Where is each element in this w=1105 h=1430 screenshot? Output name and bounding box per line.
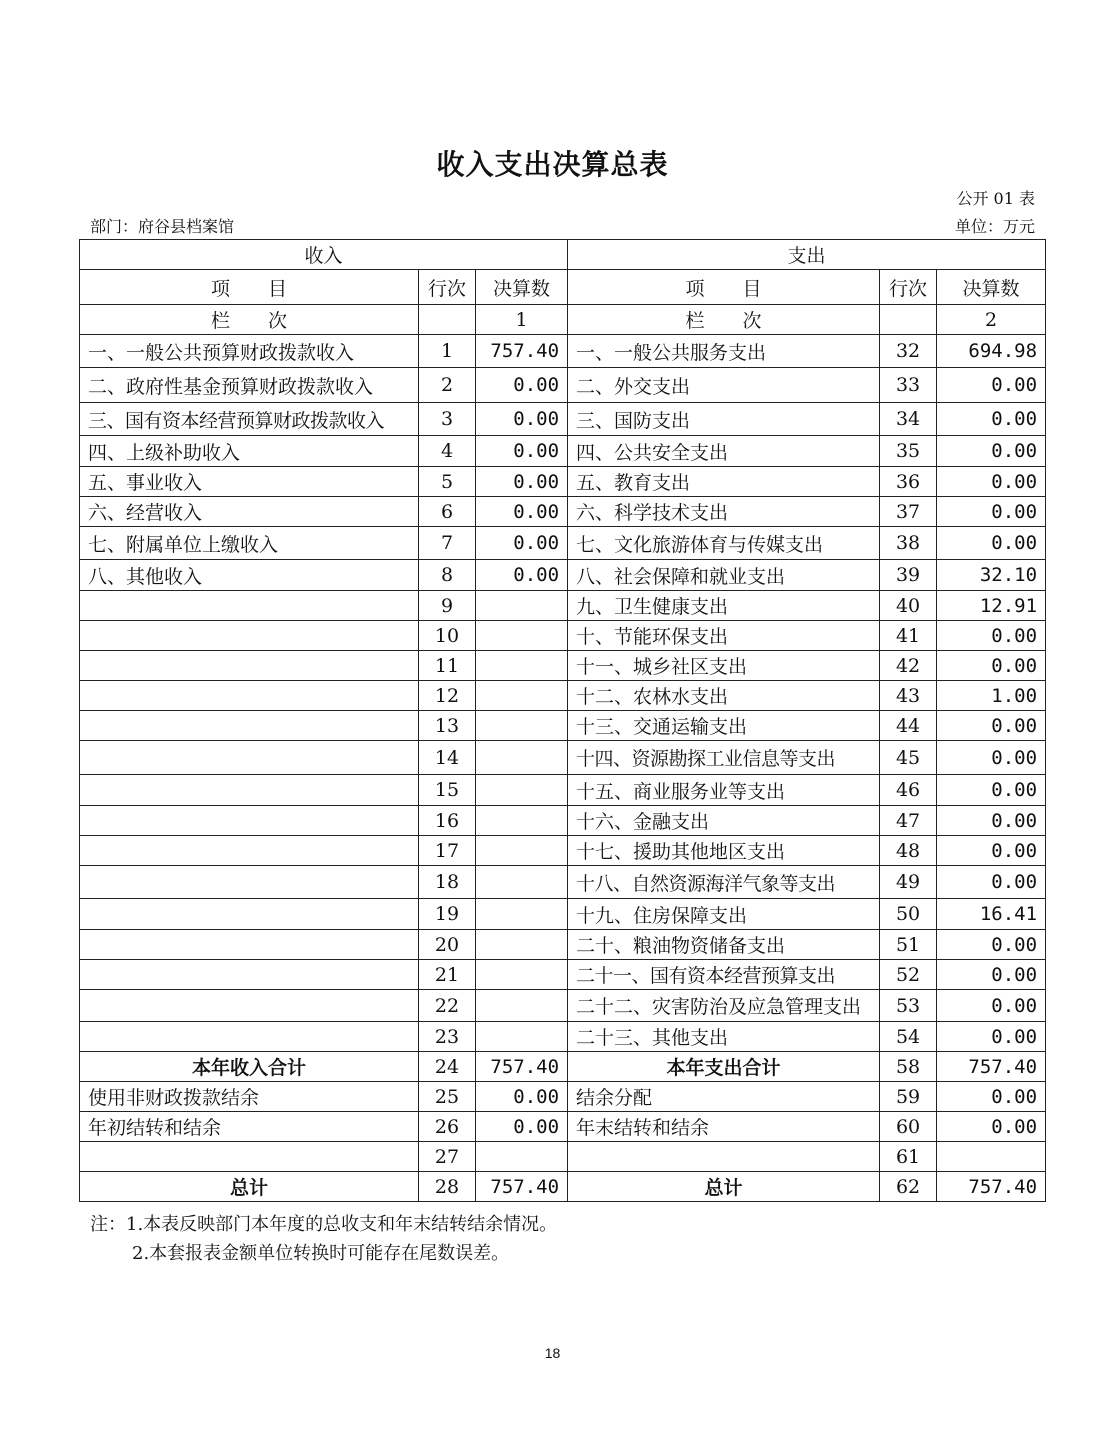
income-row-no: 1 (419, 335, 476, 368)
table-row (80, 436, 1046, 467)
expense-row-no: 36 (880, 467, 937, 497)
expense-item: 八、社会保障和就业支出 (568, 560, 880, 591)
expense-row-no: 59 (880, 1082, 937, 1112)
income-row-no: 21 (419, 960, 476, 990)
income-item: 一、一般公共预算财政拨款收入 (80, 335, 419, 368)
income-amount (476, 711, 568, 741)
table-row (80, 1082, 1046, 1112)
income-item: 三、国有资本经营预算财政拨款收入 (80, 403, 419, 436)
expense-row-no: 50 (880, 899, 937, 930)
income-amount (476, 775, 568, 806)
income-amount (476, 899, 568, 930)
expense-row-no-header: 行次 (880, 270, 937, 305)
income-lan-blank (419, 305, 476, 335)
expense-amount: 0.00 (937, 775, 1046, 806)
table-row (80, 711, 1046, 741)
table-row (80, 806, 1046, 836)
expense-col-index: 2 (937, 305, 1046, 335)
income-amount (476, 741, 568, 775)
income-amount: 0.00 (476, 467, 568, 497)
expense-amount: 0.00 (937, 527, 1046, 560)
expense-amount: 32.10 (937, 560, 1046, 591)
expense-amount: 0.00 (937, 866, 1046, 899)
income-row-no: 15 (419, 775, 476, 806)
income-item: 六、经营收入 (80, 497, 419, 527)
expense-item-header: 项 目 (568, 270, 880, 305)
expense-row-no: 43 (880, 681, 937, 711)
income-row-no: 16 (419, 806, 476, 836)
table-row (80, 775, 1046, 806)
income-row-no: 27 (419, 1142, 476, 1172)
expense-item: 二十三、其他支出 (568, 1022, 880, 1052)
expense-row-no: 40 (880, 591, 937, 621)
note-line-1: 注：1.本表反映部门本年度的总收支和年末结转结余情况。 (90, 1214, 558, 1235)
page-number: 18 (544, 1345, 561, 1361)
expense-item: 十三、交通运输支出 (568, 711, 880, 741)
expense-amount: 0.00 (937, 467, 1046, 497)
income-item (80, 775, 419, 806)
expense-row-no: 52 (880, 960, 937, 990)
total-row (80, 1172, 1046, 1202)
expense-item: 十四、资源勘探工业信息等支出 (568, 741, 880, 775)
table-row (80, 621, 1046, 651)
income-item (80, 866, 419, 899)
income-row-no: 23 (419, 1022, 476, 1052)
table-row (80, 497, 1046, 527)
income-item (80, 711, 419, 741)
expense-item: 十六、金融支出 (568, 806, 880, 836)
income-col-index: 1 (476, 305, 568, 335)
income-amount: 0.00 (476, 560, 568, 591)
income-amount (476, 681, 568, 711)
income-item (80, 930, 419, 960)
table-row (80, 651, 1046, 681)
expense-item: 年末结转和结余 (568, 1112, 880, 1142)
income-amount (476, 866, 568, 899)
expense-row-no: 33 (880, 368, 937, 403)
column-header-row (80, 270, 1046, 305)
income-amount: 0.00 (476, 436, 568, 467)
income-row-no: 12 (419, 681, 476, 711)
expense-row-no: 41 (880, 621, 937, 651)
expense-amount: 0.00 (937, 1082, 1046, 1112)
income-amount: 0.00 (476, 403, 568, 436)
income-row-no: 8 (419, 560, 476, 591)
section-header-row (80, 240, 1046, 270)
income-amount-header: 决算数 (476, 270, 568, 305)
table-row (80, 960, 1046, 990)
table-row (80, 681, 1046, 711)
expense-item: 七、文化旅游体育与传媒支出 (568, 527, 880, 560)
income-row-no: 9 (419, 591, 476, 621)
expense-amount: 694.98 (937, 335, 1046, 368)
income-item (80, 899, 419, 930)
expense-row-no: 39 (880, 560, 937, 591)
page-title: 收入支出决算总表 (436, 148, 669, 181)
table-row (80, 836, 1046, 866)
income-row-no: 5 (419, 467, 476, 497)
table-row (80, 866, 1046, 899)
expense-amount: 0.00 (937, 1112, 1046, 1142)
table-row (80, 741, 1046, 775)
expense-row-no: 48 (880, 836, 937, 866)
income-amount: 757.40 (476, 335, 568, 368)
expense-row-no: 32 (880, 335, 937, 368)
expense-lan-blank (880, 305, 937, 335)
income-row-no: 26 (419, 1112, 476, 1142)
income-item-header: 项 目 (80, 270, 419, 305)
income-amount: 757.40 (476, 1172, 568, 1202)
income-amount (476, 651, 568, 681)
income-amount (476, 960, 568, 990)
income-row-no: 7 (419, 527, 476, 560)
expense-row-no: 46 (880, 775, 937, 806)
expense-item: 一、一般公共服务支出 (568, 335, 880, 368)
income-item: 五、事业收入 (80, 467, 419, 497)
income-amount (476, 930, 568, 960)
expense-amount: 0.00 (937, 368, 1046, 403)
income-item (80, 621, 419, 651)
expense-row-no: 34 (880, 403, 937, 436)
income-amount (476, 990, 568, 1022)
expense-amount: 12.91 (937, 591, 1046, 621)
expense-lan-label: 栏 次 (568, 305, 880, 335)
income-item: 二、政府性基金预算财政拨款收入 (80, 368, 419, 403)
expense-row-no: 35 (880, 436, 937, 467)
income-row-no: 20 (419, 930, 476, 960)
expense-row-no: 53 (880, 990, 937, 1022)
expense-item: 结余分配 (568, 1082, 880, 1112)
expense-row-no: 58 (880, 1052, 937, 1082)
income-expense-table (79, 239, 1046, 1202)
expense-item: 本年支出合计 (568, 1052, 880, 1082)
expense-item: 十九、住房保障支出 (568, 899, 880, 930)
income-row-no: 3 (419, 403, 476, 436)
expense-row-no: 61 (880, 1142, 937, 1172)
form-number: 公开 01 表 (956, 189, 1035, 208)
expense-row-no: 44 (880, 711, 937, 741)
department-label: 部门：府谷县档案馆 (90, 217, 235, 236)
income-amount: 0.00 (476, 1082, 568, 1112)
expense-amount-header: 决算数 (937, 270, 1046, 305)
expense-row-no: 47 (880, 806, 937, 836)
expense-row-no: 49 (880, 866, 937, 899)
income-item (80, 1022, 419, 1052)
income-header: 收入 (80, 240, 568, 270)
notes (90, 1210, 557, 1268)
income-item (80, 836, 419, 866)
expense-header: 支出 (568, 240, 1046, 270)
table-row (80, 930, 1046, 960)
expense-row-no: 60 (880, 1112, 937, 1142)
table-row (80, 1112, 1046, 1142)
expense-amount: 0.00 (937, 651, 1046, 681)
table-row (80, 1022, 1046, 1052)
income-item (80, 990, 419, 1022)
income-item: 八、其他收入 (80, 560, 419, 591)
expense-row-no: 51 (880, 930, 937, 960)
income-row-no: 11 (419, 651, 476, 681)
income-row-no: 25 (419, 1082, 476, 1112)
income-item (80, 681, 419, 711)
income-item (80, 1142, 419, 1172)
income-amount: 0.00 (476, 527, 568, 560)
note-line-2: 2.本套报表金额单位转换时可能存在尾数误差。 (132, 1243, 510, 1264)
expense-amount: 0.00 (937, 621, 1046, 651)
income-amount: 757.40 (476, 1052, 568, 1082)
expense-item: 三、国防支出 (568, 403, 880, 436)
income-amount: 0.00 (476, 1112, 568, 1142)
income-amount (476, 591, 568, 621)
income-item (80, 806, 419, 836)
income-row-no: 19 (419, 899, 476, 930)
expense-amount: 0.00 (937, 497, 1046, 527)
expense-amount: 0.00 (937, 990, 1046, 1022)
income-item: 七、附属单位上缴收入 (80, 527, 419, 560)
income-amount (476, 1142, 568, 1172)
table-row (80, 335, 1046, 368)
expense-row-no: 37 (880, 497, 937, 527)
expense-amount: 757.40 (937, 1052, 1046, 1082)
expense-item: 十二、农林水支出 (568, 681, 880, 711)
expense-item: 十五、商业服务业等支出 (568, 775, 880, 806)
subtotal-row (80, 1052, 1046, 1082)
table-row (80, 591, 1046, 621)
income-item: 四、上级补助收入 (80, 436, 419, 467)
income-item: 使用非财政拨款结余 (80, 1082, 419, 1112)
income-amount: 0.00 (476, 497, 568, 527)
expense-item: 二十一、国有资本经营预算支出 (568, 960, 880, 990)
income-amount (476, 836, 568, 866)
expense-item: 六、科学技术支出 (568, 497, 880, 527)
expense-amount: 0.00 (937, 836, 1046, 866)
income-lan-label: 栏 次 (80, 305, 419, 335)
income-row-no: 24 (419, 1052, 476, 1082)
expense-item: 十一、城乡社区支出 (568, 651, 880, 681)
income-row-no: 28 (419, 1172, 476, 1202)
expense-row-no: 62 (880, 1172, 937, 1202)
table-row (80, 1142, 1046, 1172)
income-row-no-header: 行次 (419, 270, 476, 305)
expense-item: 十、节能环保支出 (568, 621, 880, 651)
expense-item: 五、教育支出 (568, 467, 880, 497)
expense-amount: 0.00 (937, 436, 1046, 467)
income-row-no: 17 (419, 836, 476, 866)
expense-item: 十七、援助其他地区支出 (568, 836, 880, 866)
income-row-no: 6 (419, 497, 476, 527)
table-row (80, 560, 1046, 591)
table-row (80, 899, 1046, 930)
expense-item: 二十二、灾害防治及应急管理支出 (568, 990, 880, 1022)
expense-amount: 0.00 (937, 403, 1046, 436)
expense-item: 十八、自然资源海洋气象等支出 (568, 866, 880, 899)
expense-item: 二、外交支出 (568, 368, 880, 403)
expense-amount: 0.00 (937, 960, 1046, 990)
income-row-no: 10 (419, 621, 476, 651)
expense-row-no: 38 (880, 527, 937, 560)
expense-amount: 0.00 (937, 930, 1046, 960)
income-row-no: 18 (419, 866, 476, 899)
expense-amount (937, 1142, 1046, 1172)
income-item: 总计 (80, 1172, 419, 1202)
expense-item (568, 1142, 880, 1172)
income-row-no: 4 (419, 436, 476, 467)
income-row-no: 14 (419, 741, 476, 775)
income-amount (476, 621, 568, 651)
income-item (80, 591, 419, 621)
table-row (80, 368, 1046, 403)
table-row (80, 467, 1046, 497)
income-item (80, 741, 419, 775)
income-item (80, 960, 419, 990)
expense-amount: 757.40 (937, 1172, 1046, 1202)
expense-item: 九、卫生健康支出 (568, 591, 880, 621)
income-row-no: 13 (419, 711, 476, 741)
table-row (80, 527, 1046, 560)
income-amount: 0.00 (476, 368, 568, 403)
column-index-row (80, 305, 1046, 335)
income-row-no: 2 (419, 368, 476, 403)
income-item: 本年收入合计 (80, 1052, 419, 1082)
expense-row-no: 42 (880, 651, 937, 681)
income-item: 年初结转和结余 (80, 1112, 419, 1142)
income-amount (476, 1022, 568, 1052)
income-amount (476, 806, 568, 836)
table-row (80, 990, 1046, 1022)
unit-label: 单位：万元 (954, 217, 1035, 236)
expense-item: 总计 (568, 1172, 880, 1202)
expense-amount: 0.00 (937, 711, 1046, 741)
expense-item: 二十、粮油物资储备支出 (568, 930, 880, 960)
table-row (80, 403, 1046, 436)
expense-row-no: 54 (880, 1022, 937, 1052)
expense-amount: 16.41 (937, 899, 1046, 930)
expense-amount: 1.00 (937, 681, 1046, 711)
expense-row-no: 45 (880, 741, 937, 775)
income-item (80, 651, 419, 681)
expense-amount: 0.00 (937, 806, 1046, 836)
expense-amount: 0.00 (937, 1022, 1046, 1052)
expense-item: 四、公共安全支出 (568, 436, 880, 467)
expense-amount: 0.00 (937, 741, 1046, 775)
income-row-no: 22 (419, 990, 476, 1022)
